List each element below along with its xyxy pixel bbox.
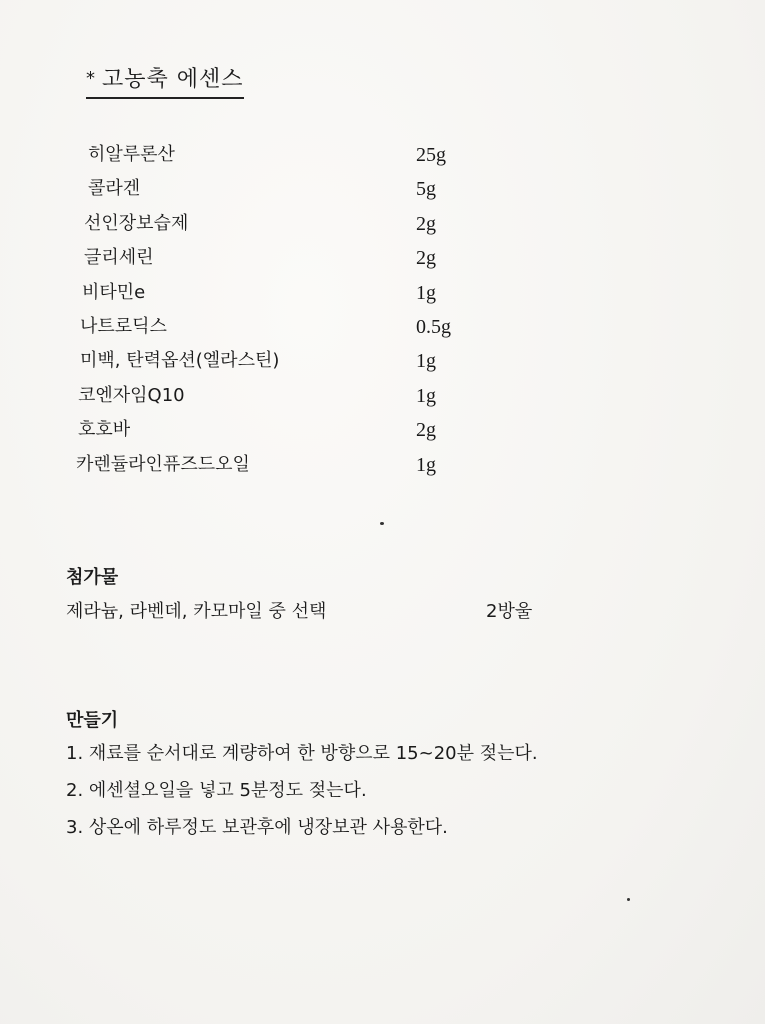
ingredient-row: [78, 379, 538, 413]
ingredient-list: [78, 138, 538, 482]
ingredient-row: [78, 241, 538, 275]
ingredient-row: [78, 276, 538, 310]
method-step: 2. 에센셜오일을 넣고 5분정도 젖는다.: [66, 780, 367, 801]
ingredient-amount: 2g: [416, 212, 436, 235]
method-step: 1. 재료를 순서대로 계량하여 한 방향으로 15~20분 젖는다.: [66, 743, 538, 764]
ingredient-row: [78, 207, 538, 241]
additive-line: [66, 597, 706, 627]
ingredient-amount: 1g: [416, 384, 436, 407]
ingredient-name: 카렌듈라인퓨즈드오일: [76, 453, 250, 475]
additive-options: 제라늄, 라벤데, 카모마일 중 선택: [66, 601, 327, 622]
ingredient-name: 비타민e: [82, 281, 146, 303]
ingredient-row: [78, 172, 538, 206]
recipe-title: [86, 64, 244, 99]
additives-heading: 첨가물: [66, 567, 119, 588]
ingredient-row: [78, 448, 538, 482]
method-heading: 만들기: [66, 710, 119, 731]
additive-amount: 2방울: [486, 601, 533, 622]
print-speck: [627, 898, 630, 901]
ingredient-amount: 1g: [416, 453, 436, 476]
ingredient-name: 글리세린: [84, 247, 154, 269]
ingredient-amount: 0.5g: [416, 315, 451, 338]
ingredient-name: 선인장보습제: [84, 212, 189, 234]
star-bullet: *: [86, 68, 96, 89]
print-speck: [380, 522, 384, 525]
ingredient-amount: 1g: [416, 281, 436, 304]
ingredient-name: 콜라겐: [88, 178, 141, 200]
method-step: 3. 상온에 하루정도 보관후에 냉장보관 사용한다.: [66, 817, 448, 838]
ingredient-amount: 5g: [416, 178, 436, 201]
ingredient-row: [78, 413, 538, 447]
ingredient-name: 나트로딕스: [80, 315, 167, 337]
ingredient-name: 코엔자임Q10: [78, 384, 185, 406]
ingredient-row: [78, 138, 538, 172]
ingredient-row: [78, 344, 538, 378]
ingredient-name: 미백, 탄력옵션(엘라스틴): [80, 350, 280, 372]
ingredient-amount: 2g: [416, 247, 436, 270]
ingredient-name: 히알루론산: [88, 144, 175, 165]
ingredient-row: [78, 310, 538, 344]
method-steps: [66, 738, 756, 849]
ingredient-amount: 25g: [416, 144, 446, 166]
ingredient-amount: 2g: [416, 419, 436, 442]
ingredient-name: 호호바: [78, 419, 131, 441]
recipe-title-text: 고농축 에센스: [102, 67, 244, 92]
ingredient-amount: 1g: [416, 350, 436, 373]
